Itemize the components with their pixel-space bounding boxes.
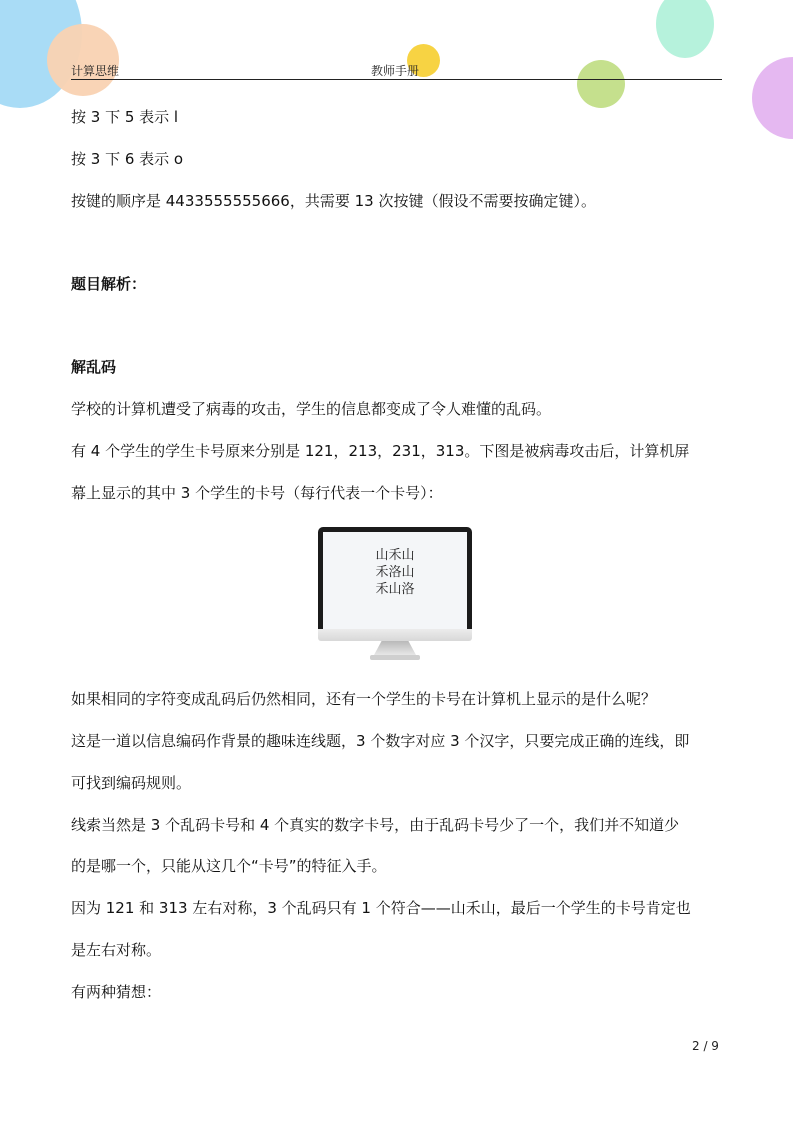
paragraph: 有 4 个学生的学生卡号原来分别是 121，213，231，313。下图是被病毒攻击后，计算机屏: [71, 442, 690, 460]
computer-monitor-illustration: [318, 527, 472, 661]
paragraph: 的是哪一个，只能从这几个“卡号”的特征入手。: [71, 857, 387, 875]
paragraph: 因为 121 和 313 左右对称，3 个乱码只有 1 个符合——山禾山，最后一个学生的卡号肯定也: [71, 899, 691, 917]
monitor-stand: [374, 641, 416, 655]
paragraph: 这是一道以信息编码作背景的趣味连线题，3 个数字对应 3 个汉字，只要完成正确的连线，即: [71, 732, 690, 750]
header-center-title: 教师手册: [371, 64, 420, 78]
paragraph: 是左右对称。: [71, 941, 162, 959]
screen-row: 禾山洛: [375, 582, 415, 597]
screen-row: 禾洛山: [375, 565, 415, 580]
page-number: 2 / 9: [692, 1039, 719, 1053]
monitor-bezel: [318, 527, 472, 629]
paragraph: 如果相同的字符变成乱码后仍然相同，还有一个学生的卡号在计算机上显示的是什么呢？: [71, 690, 657, 708]
header-left-title: 计算思维: [71, 64, 120, 78]
section-heading: 解乱码: [71, 358, 117, 376]
monitor-base: [370, 655, 420, 660]
screen-row: 山禾山: [375, 548, 415, 563]
paragraph: 有两种猜想：: [71, 983, 162, 1001]
text-line: 按 3 下 5 表示 l: [71, 108, 179, 126]
paragraph: 可找到编码规则。: [71, 774, 192, 792]
monitor-screen: [323, 532, 467, 629]
monitor-chin: [318, 629, 472, 641]
text-line: 按键的顺序是 4433555555666，共需要 13 次按键（假设不需要按确定键）。: [71, 192, 596, 210]
paragraph: 幕上显示的其中 3 个学生的卡号（每行代表一个卡号）：: [71, 484, 443, 502]
section-heading: 题目解析：: [71, 275, 147, 293]
paragraph: 线索当然是 3 个乱码卡号和 4 个真实的数字卡号，由于乱码卡号少了一个，我们并不知道少: [71, 816, 680, 834]
decor-circle-mint: [656, 0, 714, 58]
paragraph: 学校的计算机遭受了病毒的攻击，学生的信息都变成了令人难懂的乱码。: [71, 400, 552, 418]
text-line: 按 3 下 6 表示 o: [71, 150, 184, 168]
page-header: [71, 60, 722, 80]
decor-circle-purple: [752, 57, 793, 139]
